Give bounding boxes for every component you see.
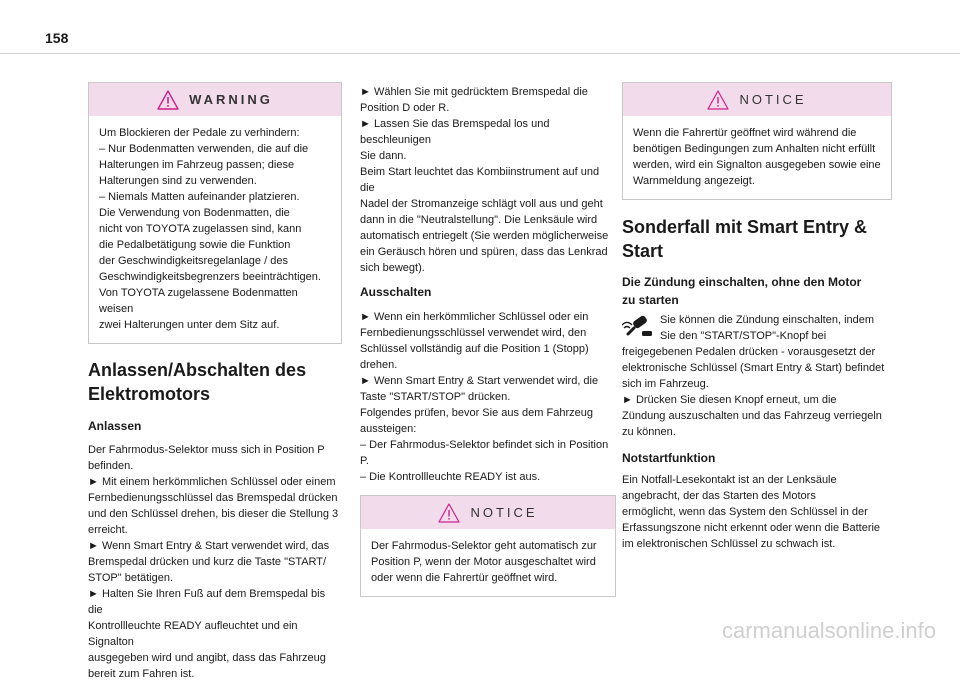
section-heading bbox=[88, 358, 342, 406]
body-line: befinden. bbox=[88, 460, 134, 472]
body-line: Nadel der Stromanzeige schlägt voll aus und geht bbox=[360, 198, 603, 210]
body-line: freigegebenen Pedalen drücken - vorausgesetzt der bbox=[622, 346, 876, 358]
warning-title: WARNING bbox=[189, 91, 273, 107]
notice-line: Der Fahrmodus-Selektor geht automatisch zur bbox=[371, 540, 597, 552]
body-line: elektronische Schlüssel (Smart Entry & Start) befindet bbox=[622, 362, 885, 374]
body-line: ► Wenn Smart Entry & Start verwendet wird, die bbox=[360, 375, 599, 387]
body-line: STOP" betätigen. bbox=[88, 572, 174, 584]
warning-body bbox=[89, 116, 341, 343]
section-heading-line: Start bbox=[622, 241, 664, 261]
page-number: 158 bbox=[45, 30, 69, 46]
key-text bbox=[660, 312, 874, 344]
body-line: und den Schlüssel drehen, bis dieser die Stellung 3 bbox=[88, 508, 339, 520]
body-line: – Die Kontrollleuchte READY ist aus. bbox=[360, 471, 541, 483]
notice-line: Warnmeldung angezeigt. bbox=[633, 175, 755, 187]
body-line: ► Wenn Smart Entry & Start verwendet wird, das bbox=[88, 540, 330, 552]
warning-line: Halterungen im Fahrzeug passen; diese bbox=[99, 159, 295, 171]
notice-line: Wenn die Fahrertür geöffnet wird während die bbox=[633, 127, 857, 139]
warning-line: der Geschwindigkeitsregelanlage / des bbox=[99, 255, 288, 267]
body-line: ► Wenn ein herkömmlicher Schlüssel oder ein bbox=[360, 311, 589, 323]
section-heading-line: Elektromotors bbox=[88, 384, 211, 404]
body-line: Fernbedienungsschlüssel verwendet wird, den bbox=[360, 327, 587, 339]
body-line: erreicht. bbox=[88, 524, 128, 536]
subheading-zuendung bbox=[622, 273, 892, 309]
body-line: Position D oder R. bbox=[360, 102, 450, 114]
notice-triangle-icon bbox=[707, 90, 729, 110]
body-line: ► Drücken Sie diesen Knopf erneut, um die bbox=[622, 394, 837, 406]
body-line: Beim Start leuchtet das Kombiinstrument auf und die bbox=[360, 166, 600, 194]
zuendung-body bbox=[622, 344, 892, 440]
warning-line: Um Blockieren der Pedale zu verhindern: bbox=[99, 127, 300, 139]
section-heading bbox=[622, 215, 892, 263]
body-line: Der Fahrmodus-Selektor muss sich in Position P bbox=[88, 444, 325, 456]
body-line: sich bewegt). bbox=[360, 262, 425, 274]
body-line: Schlüssel vollständig auf die Position 1 (Stopp) bbox=[360, 343, 589, 355]
body-line: ► Lassen Sie das Bremspedal los und beschleunigen bbox=[360, 118, 550, 146]
section-heading-line: Anlassen/Abschalten des bbox=[88, 360, 307, 380]
notice-title: NOTICE bbox=[470, 504, 538, 520]
notice-line: benötigen Bedingungen zum Anhalten nicht erfüllt bbox=[633, 143, 876, 155]
notice-line: werden, wird ein Signalton ausgegeben sowie eine bbox=[633, 159, 881, 171]
notice-box bbox=[360, 495, 616, 597]
anlassen-body bbox=[88, 442, 342, 682]
warning-line: zwei Halterungen unter dem Sitz auf. bbox=[99, 319, 280, 331]
ausschalten-body bbox=[360, 309, 616, 485]
body-line: drehen. bbox=[360, 359, 398, 371]
header-divider bbox=[0, 53, 960, 54]
subheading-line: Die Zündung einschalten, ohne den Motor bbox=[622, 275, 862, 289]
body-line: automatisch entriegelt (Sie werden möglicherweise bbox=[360, 230, 609, 242]
body-line: dann in die "Neutralstellung". Die Lenksäule wird bbox=[360, 214, 598, 226]
body-line: angebracht, der das Starten des Motors bbox=[622, 490, 816, 502]
body-line: Sie dann. bbox=[360, 150, 407, 162]
body-line: ausgegeben wird und angibt, dass das Fahrzeug bbox=[88, 652, 326, 664]
body-line: Sie den "START/STOP"-Knopf bei bbox=[660, 330, 827, 342]
body-line: ein Geräusch hören und spüren, dass das Lenkrad bbox=[360, 246, 608, 258]
subheading-ausschalten: Ausschalten bbox=[360, 285, 432, 299]
warning-line: Halterungen sind zu verwenden. bbox=[99, 175, 257, 187]
body-line: Erfassungszone nicht erkennt oder wenn die Batterie bbox=[622, 522, 881, 534]
body-line: aussteigen: bbox=[360, 423, 417, 435]
start-steps bbox=[360, 84, 616, 276]
warning-line: – Niemals Matten aufeinander platzieren. bbox=[99, 191, 300, 203]
section-heading-line: Sonderfall mit Smart Entry & bbox=[622, 217, 868, 237]
column-3 bbox=[622, 82, 892, 552]
subheading-notstart: Notstartfunktion bbox=[622, 451, 716, 465]
warning-line: Geschwindigkeitsbegrenzers beeinträchtigen. bbox=[99, 271, 321, 283]
body-line: Folgendes prüfen, bevor Sie aus dem Fahrzeug bbox=[360, 407, 593, 419]
column-1 bbox=[88, 82, 342, 682]
body-line: bereit zum Fahren ist. bbox=[88, 668, 195, 680]
body-line: zu können. bbox=[622, 426, 676, 438]
notice-body bbox=[361, 529, 615, 596]
warning-line: Die Verwendung von Bodenmatten, die bbox=[99, 207, 290, 219]
warning-box bbox=[88, 82, 342, 344]
subheading-anlassen: Anlassen bbox=[88, 419, 142, 433]
notice-triangle-icon bbox=[438, 503, 460, 523]
warning-line: Von TOYOTA zugelassene Bodenmatten weisen bbox=[99, 287, 298, 315]
notice-box bbox=[622, 82, 892, 200]
subheading-line: zu starten bbox=[622, 293, 679, 307]
warning-line: die Pedalbetätigung sowie die Funktion bbox=[99, 239, 291, 251]
body-line: Bremspedal drücken und kurz die Taste "START/ bbox=[88, 556, 327, 568]
column-2 bbox=[360, 84, 616, 597]
body-line: Ein Notfall-Lesekontakt ist an der Lenksäule bbox=[622, 474, 837, 486]
warning-triangle-icon bbox=[157, 90, 179, 110]
body-line: sich im Fahrzeug. bbox=[622, 378, 709, 390]
smart-key-icon bbox=[622, 314, 654, 338]
notice-header bbox=[361, 496, 615, 529]
watermark: carmanualsonline.info bbox=[721, 618, 936, 643]
body-line: ► Halten Sie Ihren Fuß auf dem Bremspedal bis die bbox=[88, 588, 326, 616]
warning-line: nicht von TOYOTA zugelassen sind, kann bbox=[99, 223, 302, 235]
body-line: ermöglicht, wenn das System den Schlüssel in der bbox=[622, 506, 868, 518]
notice-header bbox=[623, 83, 891, 116]
body-line: Zündung auszuschalten und das Fahrzeug verriegeln bbox=[622, 410, 882, 422]
notice-line: Position P, wenn der Motor ausgeschaltet wird bbox=[371, 556, 596, 568]
body-line: Fernbedienungsschlüssel das Bremspedal drücken bbox=[88, 492, 338, 504]
notice-line: oder wenn die Fahrertür geöffnet wird. bbox=[371, 572, 558, 584]
body-line: Sie können die Zündung einschalten, indem bbox=[660, 314, 875, 326]
body-line: ► Mit einem herkömmlichen Schlüssel oder einem bbox=[88, 476, 336, 488]
notice-title: NOTICE bbox=[739, 91, 807, 107]
body-line: – Der Fahrmodus-Selektor befindet sich in Position P. bbox=[360, 439, 609, 467]
warning-header bbox=[89, 83, 341, 116]
body-line: ► Wählen Sie mit gedrücktem Bremspedal die bbox=[360, 86, 588, 98]
key-instruction bbox=[622, 312, 892, 344]
notice-body bbox=[623, 116, 891, 199]
body-line: Taste "START/STOP" drücken. bbox=[360, 391, 511, 403]
body-line: im elektronischen Schlüssel zu schwach ist. bbox=[622, 538, 836, 550]
notstart-body bbox=[622, 472, 892, 552]
body-line: Kontrollleuchte READY aufleuchtet und ein Signalton bbox=[88, 620, 298, 648]
warning-line: – Nur Bodenmatten verwenden, die auf die bbox=[99, 143, 309, 155]
